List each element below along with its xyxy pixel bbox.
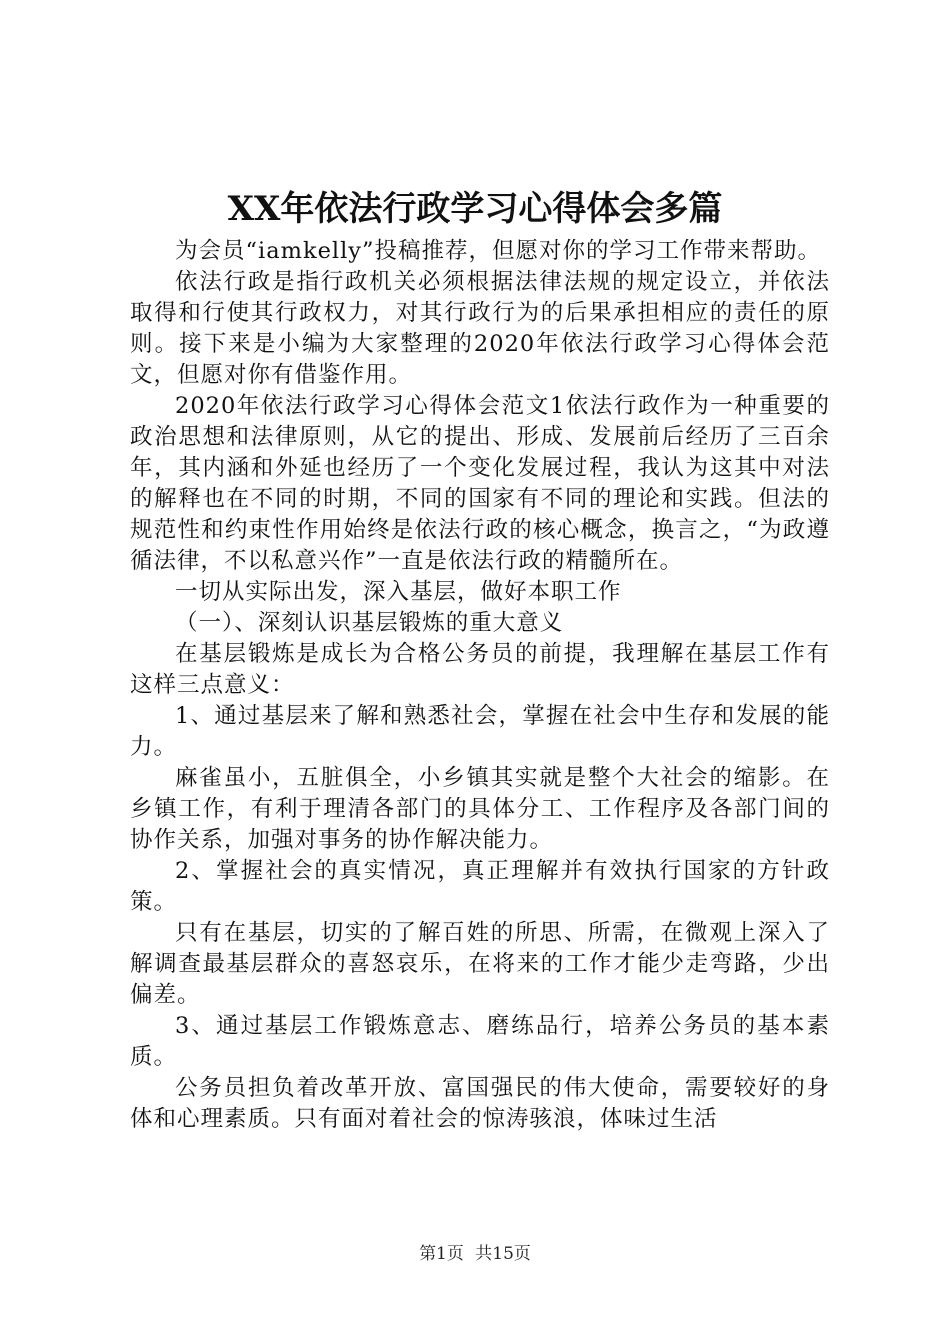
paragraph: 公务员担负着改革开放、富国强民的伟大使命，需要较好的身体和心理素质。只有面对着社会的惊涛骇浪，体味过生活 <box>130 1075 830 1132</box>
paragraph: 麻雀虽小，五脏俱全，小乡镇其实就是整个大社会的缩影。在乡镇工作，有利于理清各部门的具体分工、工作程序及各部门间的协作关系，加强对事务的协作解决能力。 <box>130 765 830 853</box>
page-footer <box>0 1243 950 1265</box>
paragraph: 依法行政是指行政机关必须根据法律法规的规定设立，并依法取得和行使其行政权力，对其行政行为的后果承担相应的责任的原则。接下来是小编为大家整理的2020年依法行政学习心得体会范文，但愿对你有借鉴作用。 <box>130 269 830 388</box>
page-total: 共15页 <box>475 1244 531 1264</box>
page-number: 第1页 <box>419 1244 464 1264</box>
paragraph: 在基层锻炼是成长为合格公务员的前提，我理解在基层工作有这样三点意义： <box>130 641 830 698</box>
document-title: XX年依法行政学习心得体会多篇 <box>227 189 723 229</box>
subsection-heading: （一）、深刻认识基层锻炼的重大意义 <box>175 610 564 636</box>
paragraph: 2020年依法行政学习心得体会范文1依法行政作为一种重要的政治思想和法律原则，从它的提出、形成、发展前后经历了三百余年，其内涵和外延也经历了一个变化发展过程，我认为这其中对法的解释也在不同的时期，不同的国家有不同的理论和实践。但法的规范性和约束性作用始终是依法行政的核心概念，换言之，“为政遵循法律，不以私意兴作”一直是依法行政的精髓所在。 <box>130 393 830 574</box>
numbered-point: 1、通过基层来了解和熟悉社会，掌握在社会中生存和发展的能力。 <box>130 703 830 760</box>
document-body <box>130 236 830 1135</box>
numbered-point: 3、通过基层工作锻炼意志、磨练品行，培养公务员的基本素质。 <box>130 1013 830 1070</box>
numbered-point: 2、掌握社会的真实情况，真正理解并有效执行国家的方针政策。 <box>130 858 830 915</box>
paragraph: 为会员“iamkelly”投稿推荐，但愿对你的学习工作带来帮助。 <box>175 238 822 264</box>
section-heading: 一切从实际出发，深入基层，做好本职工作 <box>175 579 622 605</box>
paragraph: 只有在基层，切实的了解百姓的所思、所需，在微观上深入了解调查最基层群众的喜怒哀乐，在将来的工作才能少走弯路，少出偏差。 <box>130 920 830 1008</box>
